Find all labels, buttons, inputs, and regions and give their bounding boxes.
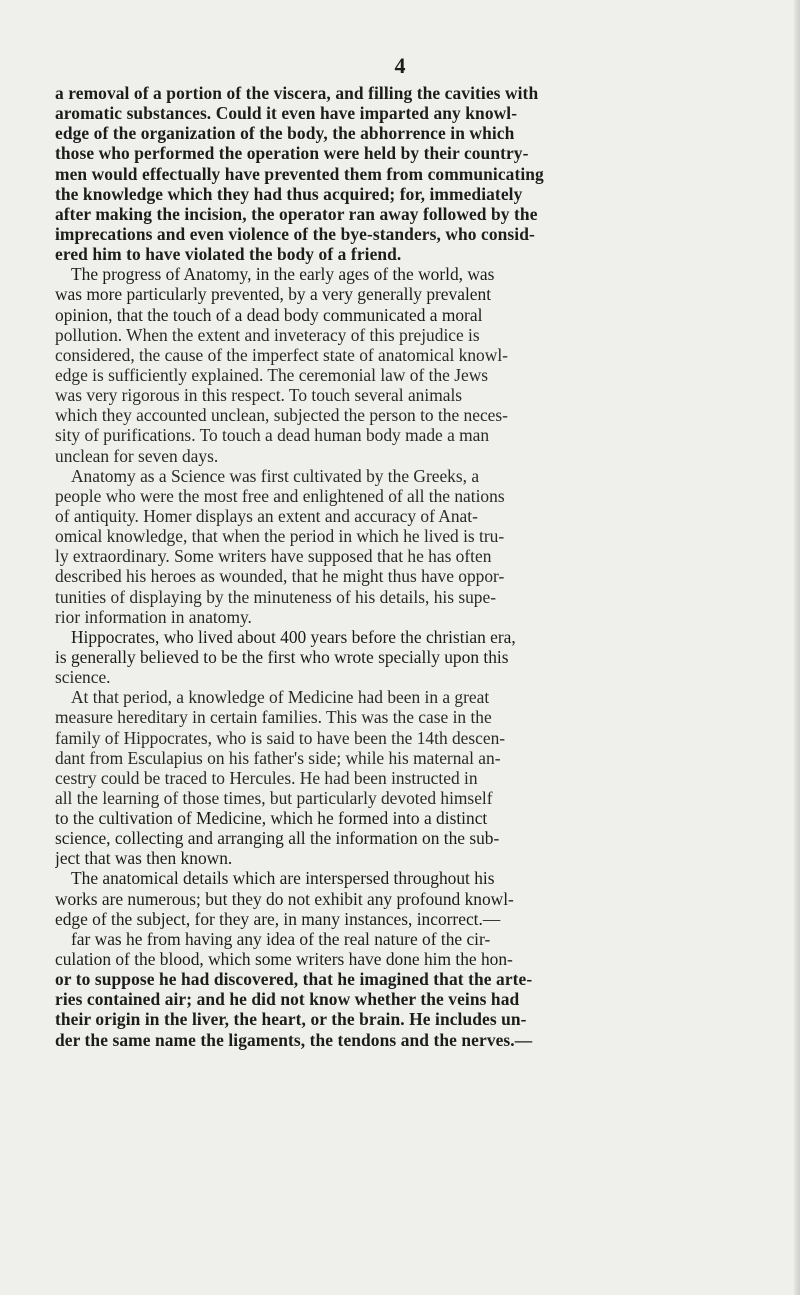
text-line: sity of purifications. To touch a dead human body made a man (55, 425, 490, 446)
text-line: rior information in anatomy. (55, 606, 252, 627)
text-line: after making the incision, the operator ran away followed by the (55, 203, 538, 224)
text-line: which they accounted unclean, subjected the person to the neces- (55, 405, 508, 426)
text-line: ered him to have violated the body of a friend. (55, 244, 402, 265)
text-line: described his heroes as wounded, that he might thus have oppor- (55, 566, 505, 587)
page-number: 4 (394, 53, 406, 78)
text-line: men would effectually have prevented them from communicating (55, 163, 544, 184)
text-line: science, collecting and arranging all the information on the sub- (55, 828, 500, 849)
body-text (55, 83, 775, 1050)
text-line: ly extraordinary. Some writers have supposed that he has often (55, 546, 492, 567)
text-line: science. (55, 667, 111, 688)
text-line: pollution. When the extent and inveteracy of this prejudice is (55, 324, 480, 345)
text-line: family of Hippocrates, who is said to have been the 14th descen- (55, 727, 506, 748)
text-line: opinion, that the touch of a dead body communicated a moral (55, 304, 483, 325)
text-line: edge is sufficiently explained. The ceremonial law of the Jews (55, 364, 489, 385)
text-line: a removal of a portion of the viscera, and filling the cavities with (55, 83, 539, 103)
text-line: imprecations and even violence of the bye-standers, who consid- (55, 223, 535, 244)
text-line: Hippocrates, who lived about 400 years before the christian era, (71, 626, 516, 647)
text-line: omical knowledge, that when the period in which he lived is tru- (55, 526, 505, 547)
text-line: was more particularly prevented, by a very generally prevalent (55, 284, 492, 305)
text-line: or to suppose he had discovered, that he imagined that the arte- (55, 969, 533, 990)
text-line: aromatic substances. Could it even have imparted any knowl- (55, 103, 518, 124)
text-line: The progress of Anatomy, in the early ages of the world, was (71, 264, 495, 285)
text-line: cestry could be traced to Hercules. He had been instructed in (55, 767, 478, 788)
text-line: is generally believed to be the first who wrote specially upon this (55, 646, 509, 667)
text-line: far was he from having any idea of the real nature of the cir- (71, 928, 491, 949)
text-line: Anatomy as a Science was first cultivated by the Greeks, a (71, 465, 480, 486)
text-line: tunities of displaying by the minuteness of his details, his supe- (55, 586, 496, 607)
text-line: ject that was then known. (55, 848, 233, 869)
page-edge-shadow (794, 0, 800, 1295)
text-line: ries contained air; and he did not know whether the veins had (55, 989, 520, 1010)
text-line: to the cultivation of Medicine, which he formed into a distinct (55, 808, 488, 829)
text-line: all the learning of those times, but particularly devoted himself (55, 787, 493, 808)
text-line: people who were the most free and enlightened of all the nations (55, 485, 505, 506)
text-line: measure hereditary in certain families. This was the case in the (55, 707, 492, 728)
text-line: culation of the blood, which some writers have done him the hon- (55, 949, 513, 970)
text-line: dant from Esculapius on his father's side; while his maternal an- (55, 747, 501, 768)
text-line: unclean for seven days. (55, 445, 219, 466)
text-line: der the same name the ligaments, the tendons and the nerves.— (55, 1029, 533, 1050)
text-line: works are numerous; but they do not exhibit any profound knowl- (55, 888, 514, 909)
text-line: edge of the subject, for they are, in many instances, incorrect.— (55, 908, 501, 929)
text-line: was very rigorous in this respect. To touch several animals (55, 385, 463, 406)
text-line: their origin in the liver, the heart, or the brain. He includes un- (55, 1009, 527, 1030)
text-line: of antiquity. Homer displays an extent and accuracy of Anat- (55, 505, 478, 526)
text-line: edge of the organization of the body, the abhorrence in which (55, 123, 515, 144)
text-line: the knowledge which they had thus acquired; for, immediately (55, 183, 523, 204)
text-line: those who performed the operation were held by their country- (55, 143, 529, 164)
text-line: The anatomical details which are interspersed throughout his (71, 868, 495, 889)
text-line: considered, the cause of the imperfect state of anatomical knowl- (55, 344, 508, 365)
text-line: At that period, a knowledge of Medicine had been in a great (71, 687, 490, 708)
